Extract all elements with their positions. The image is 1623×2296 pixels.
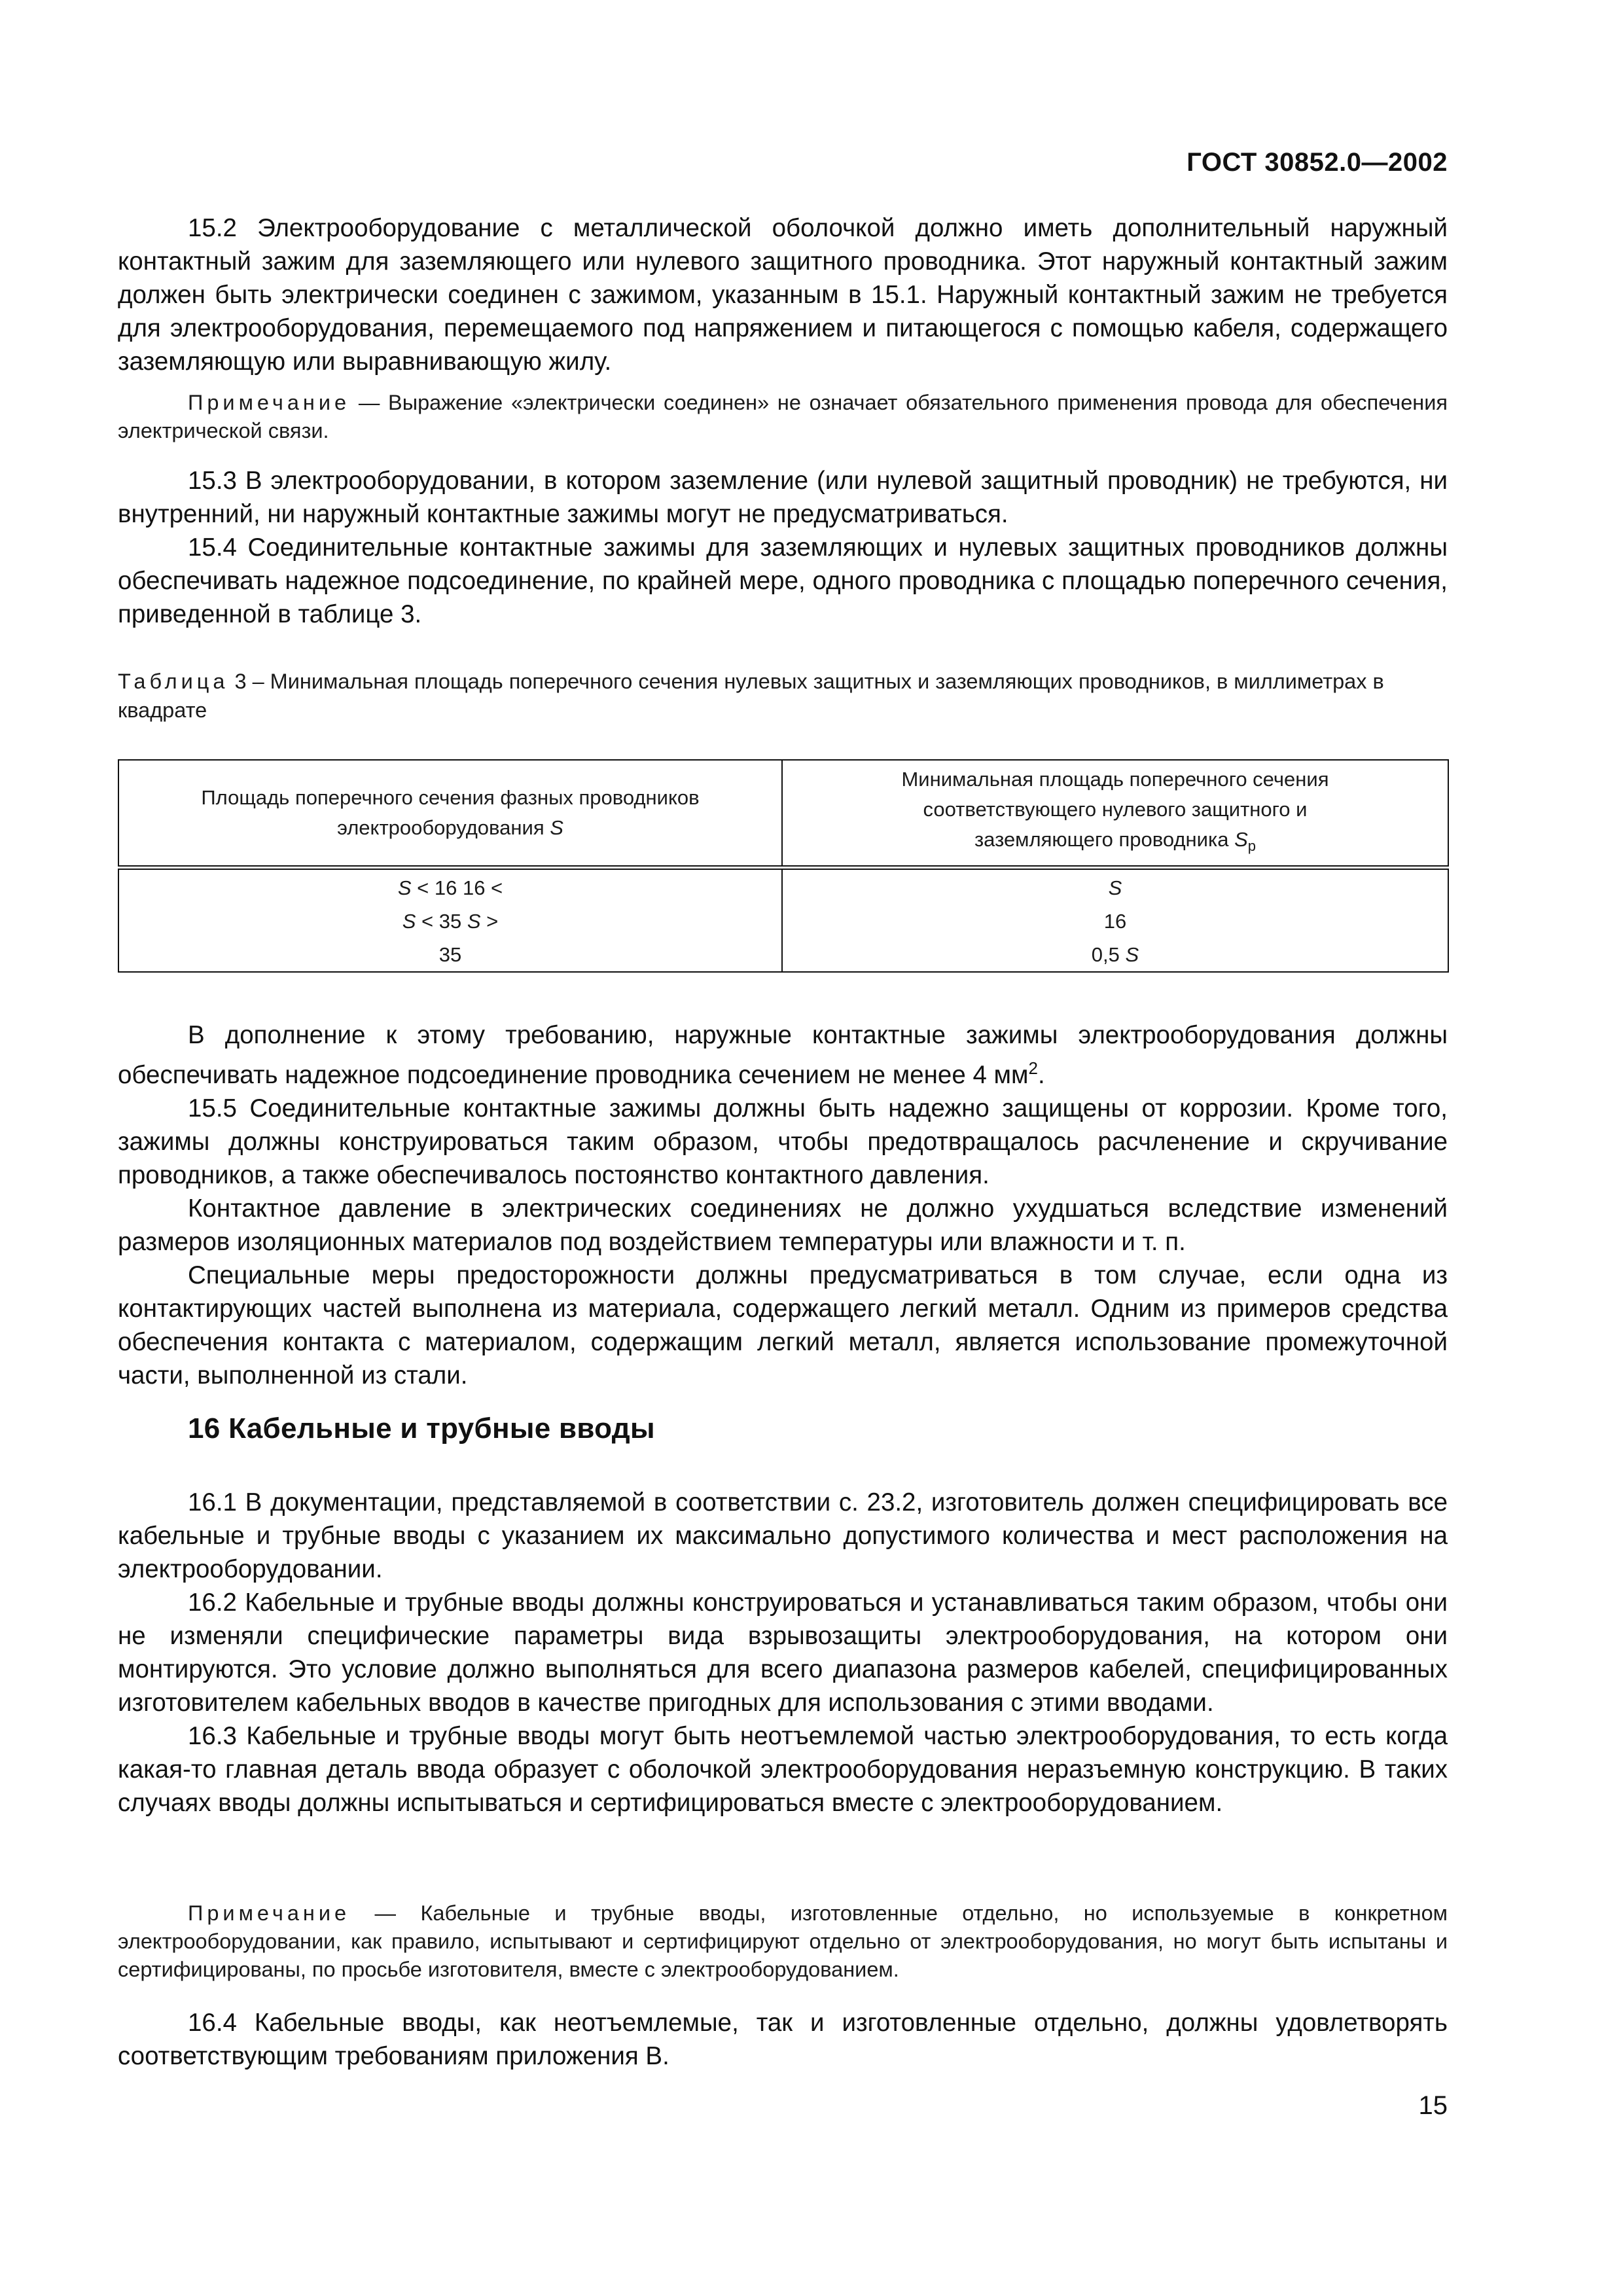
table-3-label: Таблица (118, 670, 229, 693)
paragraph-15-3: 15.3 В электрооборудовании, в котором заземление (или нулевой защитный проводник) не требуются, ни внутренний, ни наружный контактные зажимы могут не предусматриваться. (118, 467, 1448, 528)
cell-text: < 35 (416, 910, 467, 933)
cell-symbol: S (402, 910, 416, 933)
note-1-paragraph (118, 389, 1448, 445)
table-cell (118, 905, 782, 938)
paragraph-16-1: 16.1 В документации, представляемой в соответствии с. 23.2, изготовитель должен специфицировать все кабельные и трубные вводы с указанием их максимально допустимого количества и мест расположения на электрооборудовании. (118, 1488, 1448, 1583)
table-row (118, 905, 1448, 938)
header-phase-symbol: S (550, 816, 563, 839)
table-header-min-section (782, 760, 1448, 868)
table-header-row (118, 760, 1448, 868)
section-16-heading-block (118, 1412, 1448, 1445)
cell-text: 16 (1103, 910, 1127, 933)
table-header-phase-section (118, 760, 782, 868)
note-1 (118, 389, 1448, 445)
cell-text: < 16 16 < (411, 876, 503, 899)
table-3 (118, 759, 1449, 973)
cell-text: 0,5 (1091, 943, 1126, 966)
note-2 (118, 1899, 1448, 1984)
cell-symbol: S (1108, 876, 1122, 899)
table-3-caption-block (118, 667, 1448, 725)
section-15-block (118, 211, 1448, 378)
page-number: 15 (1418, 2091, 1448, 2120)
cell-text: 35 (438, 943, 462, 966)
after-table-block (118, 1018, 1448, 1392)
header-min-line1: Минимальная площадь поперечного сечения (901, 767, 1329, 791)
paragraph-16-4-block (118, 2006, 1448, 2073)
table-cell (118, 868, 782, 905)
header-phase-line2: электрооборудования (337, 816, 550, 839)
table-cell (782, 905, 1448, 938)
cell-text: > (480, 910, 499, 933)
paragraph-15-5: 15.5 Соединительные контактные зажимы должны быть надежно защищены от коррозии. Кроме того, зажимы должны конструироваться таким образом, чтобы предотвращалось расчленение и скручивание проводников, а также обеспечивалось постоянство контактного давления. (118, 1094, 1448, 1189)
section-16-block (118, 1486, 1448, 1820)
note-2-paragraph (118, 1899, 1448, 1984)
addition-superscript: 2 (1028, 1058, 1038, 1078)
table-cell (782, 868, 1448, 905)
paragraph-15-2: 15.2 Электрооборудование с металлической оболочкой должно иметь дополнительный наружный контактный зажим для заземляющего или нулевого защитного проводника. Этот наружный контактный зажим должен быть электрически соединен с зажимом, указанным в 15.1. Наружный контактный зажим не требуется для электрооборудования, перемещаемого под напряжением и питающегося с помощью кабеля, содержащего заземляющую или выравнивающую жилу. (118, 214, 1448, 376)
table-3-caption-text: 3 – Минимальная площадь поперечного сечения нулевых защитных и заземляющих проводников, в миллиметрах в квадрате (118, 670, 1384, 722)
note-2-text: — Кабельные и трубные вводы, изготовленные отдельно, но используемые в конкретном электрооборудовании, как правило, испытывают и сертифицируют отдельно от электрооборудования, но могут быть испытаны и сертифицированы, по просьбе изготовителя, вместе с электрооборудованием. (118, 1901, 1448, 1981)
table-3-caption (118, 667, 1448, 725)
paragraph-16-4: 16.4 Кабельные вводы, как неотъемлемые, так и изготовленные отдельно, должны удовлетворять соответствующим требованиям приложения В. (118, 2009, 1448, 2070)
header-min-line2: соответствующего нулевого защитного и (923, 797, 1308, 821)
note-1-text: — Выражение «электрически соединен» не означает обязательного применения провода для обеспечения электрической связи. (118, 391, 1448, 442)
paragraph-15-4: 15.4 Соединительные контактные зажимы для заземляющих и нулевых защитных проводников должны обеспечивать надежное подсоединение, по крайней мере, одного проводника с площадью поперечного сечения, приведенной в таблице 3. (118, 533, 1448, 628)
addition-text: В дополнение к этому требованию, наружные контактные зажимы электрооборудования должны обеспечивать надежное подсоединение проводника сечением не менее 4 мм (118, 1021, 1448, 1089)
header-min-line3: заземляющего проводника (974, 827, 1235, 851)
note-1-label: Примечание (188, 391, 351, 414)
paragraph-special-measures: Специальные меры предосторожности должны предусматриваться в том случае, если одна из контактирующих частей выполнена из материала, содержащего легкий металл. Одним из примеров средства обеспечения контакта с материалом, содержащим легкий металл, является использование промежуточной части, выполненной из стали. (118, 1261, 1448, 1390)
section-16-heading: 16 Кабельные и трубные вводы (188, 1412, 655, 1444)
document-id: ГОСТ 30852.0—2002 (1186, 148, 1448, 177)
addition-period: . (1037, 1060, 1045, 1089)
cell-symbol: S (397, 876, 412, 899)
paragraph-16-2: 16.2 Кабельные и трубные вводы должны конструироваться и устанавливаться таким образом, чтобы они не изменяли специфические параметры вида взрывозащиты электрооборудования, на котором они монтируются. Это условие должно выполняться для всего диапазона размеров кабелей, специфицированных изготовителем кабельных вводов в качестве пригодных для использования с этими вводами. (118, 1588, 1448, 1717)
table-3-block (118, 759, 1448, 973)
cell-symbol: S (1125, 943, 1139, 966)
header-min-symbol: S (1234, 827, 1248, 851)
table-row (118, 938, 1448, 972)
table-cell (782, 938, 1448, 972)
table-cell (118, 938, 782, 972)
table-row (118, 868, 1448, 905)
paragraphs-15-3-15-4 (118, 464, 1448, 631)
cell-symbol: S (467, 910, 481, 933)
paragraph-16-3: 16.3 Кабельные и трубные вводы могут быть неотъемлемой частью электрооборудования, то есть когда какая-то главная деталь ввода образует с оболочкой электрооборудования неразъемную конструкцию. В таких случаях вводы должны испытываться и сертифицироваться вместе с электрооборудованием. (118, 1722, 1448, 1817)
paragraph-addition (118, 1018, 1448, 1092)
header-min-subscript: p (1247, 838, 1257, 855)
paragraph-contact-pressure: Контактное давление в электрических соединениях не должно ухудшаться вследствие изменений размеров изоляционных материалов под воздействием температуры или влажности и т. п. (118, 1194, 1448, 1256)
header-phase-line1: Площадь поперечного сечения фазных проводников (201, 786, 700, 809)
note-2-label: Примечание (188, 1901, 351, 1925)
